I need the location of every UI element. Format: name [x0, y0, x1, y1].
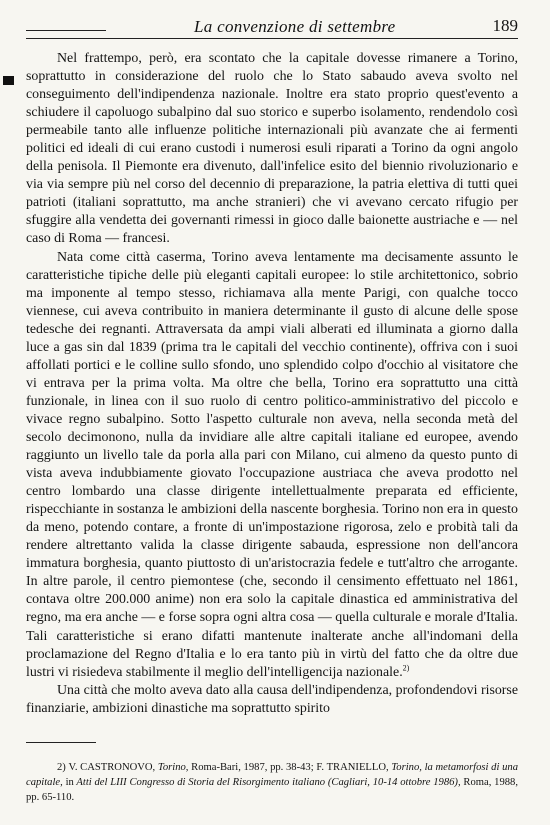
footnote-author: F. TRANIELLO, — [316, 762, 389, 773]
margin-mark — [3, 76, 14, 85]
footnote-work: Torino, — [157, 762, 189, 773]
footnote-work: Torino, la metamorfosi di una capitale, — [26, 762, 519, 789]
paragraph — [26, 249, 518, 682]
footnote-rule — [26, 742, 96, 743]
paragraph: Nel frattempo, però, era scontato che la capitale dovesse rimanere a Torino, soprattutto in considerazione del ruolo che lo Stato sabaudo aveva svolto nel conseguimento dell'indipendenza nazionale. Inoltre era stato proprio quest'evento a schiudere il capoluogo subalpino dal suo storico e superbo isolamento, rendendolo così permeabile tanto alle influenze politiche internazionali più avanzate che ai fermenti politici ed ideali di cui erano custodi i numerosi esuli riparati a Torino da ogni angolo della penisola. Il Piemonte era divenuto, dall'infelice esito del biennio rivoluzionario e via via sempre più nel corso del decennio di preparazione, la patria elettiva di tutti quei patrioti (italiani soprattutto, ma anche stranieri) che vi avevano cercato rifugio per sfuggire alla vendetta dei governanti rimessi in gioco dalle baionette austriache e — nel caso di Roma — francesi. — [26, 51, 518, 247]
running-title: La convenzione di settembre — [194, 17, 396, 36]
page-number: 189 — [492, 16, 518, 35]
running-header — [26, 16, 518, 39]
footnote-work: Atti del LIII Congresso di Storia del Risorgimento italiano (Cagliari, 10-14 ottobre 1986), — [76, 777, 461, 789]
footnote — [26, 760, 518, 806]
paragraph-text: Nata come città caserma, Torino aveva lentamente ma decisamente assunto le caratteristiche tipiche delle più eleganti capitali europee: lo stile architettonico, sobrio ma imponente al tempo stesso, richiamava alla mente Parigi, con qualche tocco viennese, cui aveva contribuito in maniera determinante il gusto di alcune delle spose tedesche dei regnanti. Attraversata da ampi viali alberati ed illuminata a giorno dalla luce a gas sin dal 1839 (prima tra le capitali del vecchio continente), offriva con i suoi affollati portici e le colline sullo sfondo, uno splendido colpo d'occhio al visitatore che vi entrava per la prima volta. Ma oltre che bella, Torino era soprattutto una città funzionale, in linea con il suo ruolo di centro politico-amministrativo del piccolo e vivace regno subalpino. Sotto l'aspetto culturale non aveva, nella seconda metà del secolo decimonono, nulla da invidiare alle altre capitali italiane ed europee, avendo raggiunto un livello tale da porla alla pari con Milano, cui almeno da questo punto di vista aveva indubbiamente giovato l'occupazione austriaca che aveva prodotto nel centro lombardo una classe dirigente intellettualmente preparata ed efficiente, rispecchiante in sostanza le ambizioni della nascente borghesia. Torino non era in questo da meno, potendo contare, a fronte di un'impostazione rigorosa, zelo e probità tali da rendere altrettanto valida la classe dirigente sabauda, espressione non dell'ancora immatura borghesia, quanto piuttosto di un'aristocrazia fedele e tutt'altro che arrogante. In altre parole, il centro piemontese (che, secondo il censimento effettuato nel 1861, contava oltre 200.000 anime) non era solo la capitale dinastica ed amministrativa del regno, ma era anche — e forse sopra ogni altra cosa — quella culturale e morale d'Italia. Tali caratteristiche si erano difatti mantenute inalterate anche all'indomani della proclamazione del Regno d'Italia e lo era tanto più in virtù del fatto che da oltre due lustri vi risiedeva stabilmente il meglio dell'intelligencija nazionale. — [26, 249, 518, 680]
footnote-marker: 2) — [57, 762, 66, 773]
footnote-ref: Roma-Bari, 1987, pp. 38-43; — [191, 762, 314, 773]
footnote-author: V. CASTRONOVO, — [68, 762, 156, 773]
paragraph: Una città che molto aveva dato alla causa dell'indipendenza, profondendovi risorse finanziarie, ambizioni dinastiche ma soprattutto spirito — [26, 682, 518, 716]
header-rule — [26, 30, 106, 31]
footnote-in: in — [65, 777, 74, 789]
footnote-ref: Roma, 1988, pp. 65-110. — [26, 777, 518, 804]
body-text — [26, 50, 518, 718]
footnote-reference: 2) — [402, 662, 410, 672]
